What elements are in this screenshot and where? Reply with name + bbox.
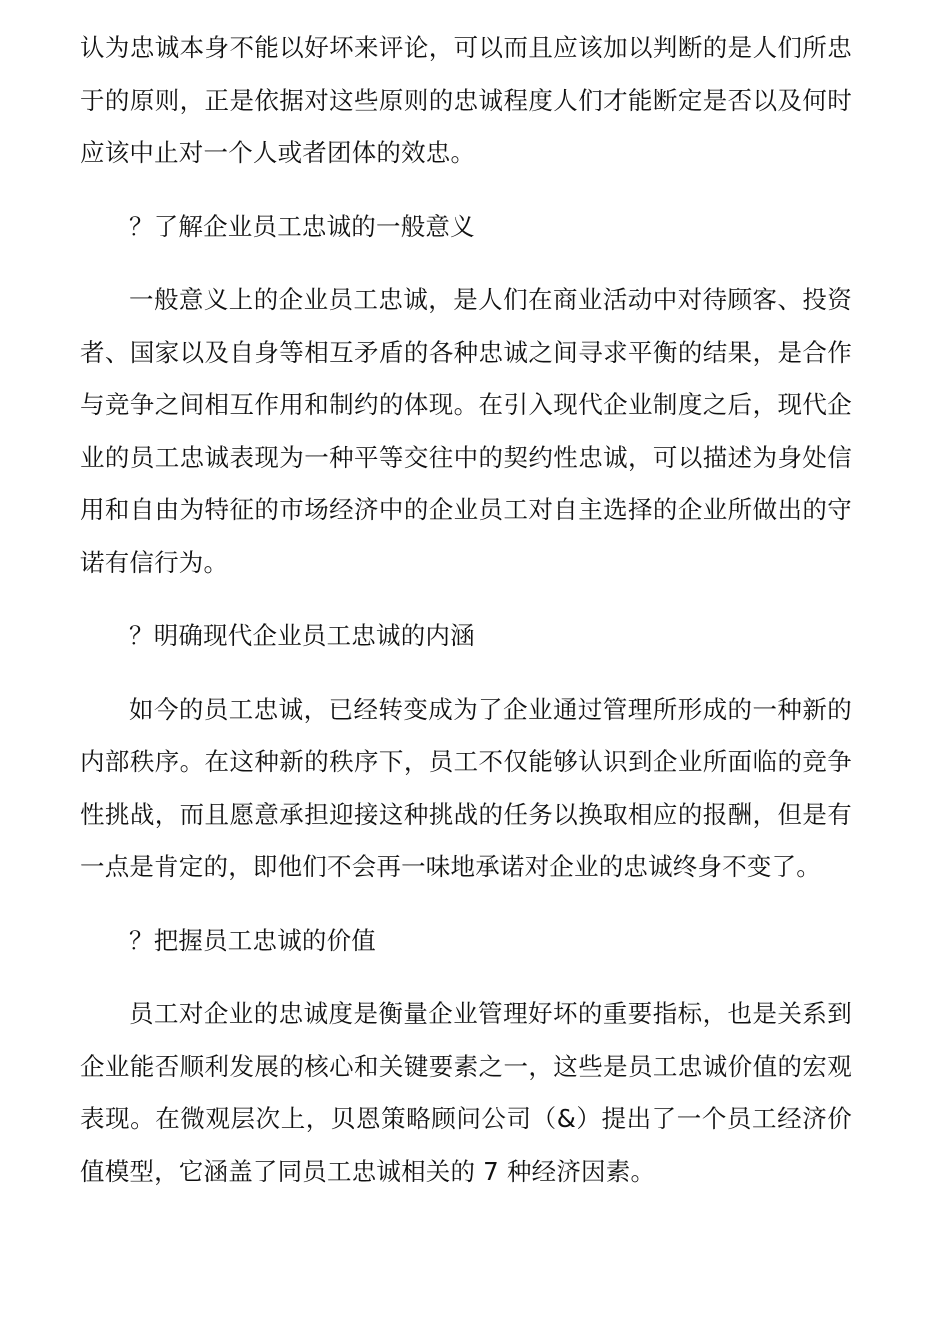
section-heading-modern-connotation: ？明确现代企业员工忠诚的内涵 xyxy=(129,621,475,650)
paragraph-loyalty-value: 员工对企业的忠诚度是衡量企业管理好坏的重要指标，也是关系到企业能否顺利发展的核心和关键要素之一，这些是员工忠诚价值的宏观表现。在微观层次上，贝恩策略顾问公司（&）提出了一个员工经济价值模型，它涵盖了同员工忠诚相关的 7 种经济因素。 xyxy=(80,999,852,1186)
document-page xyxy=(80,22,852,1198)
paragraph-1: 认为忠诚本身不能以好坏来评论，可以而且应该加以判断的是人们所忠于的原则，正是依据对这些原则的忠诚程度人们才能断定是否以及何时应该中止对一个人或者团体的效忠。 xyxy=(80,33,852,167)
paragraph-general-meaning: 一般意义上的企业员工忠诚，是人们在商业活动中对待顾客、投资者、国家以及自身等相互矛盾的各种忠诚之间寻求平衡的结果，是合作与竞争之间相互作用和制约的体现。在引入现代企业制度之后，现代企业的员工忠诚表现为一种平等交往中的契约性忠诚，可以描述为身处信用和自由为特征的市场经济中的企业员工对自主选择的企业所做出的守诺有信行为。 xyxy=(80,285,852,577)
section-heading-general-meaning: ？了解企业员工忠诚的一般意义 xyxy=(129,211,475,241)
section-heading-loyalty-value: ？把握员工忠诚的价值 xyxy=(129,925,376,955)
paragraph-modern-connotation: 如今的员工忠诚，已经转变成为了企业通过管理所形成的一种新的内部秩序。在这种新的秩序下，员工不仅能够认识到企业所面临的竞争性挑战，而且愿意承担迎接这种挑战的任务以换取相应的报酬，但是有一点是肯定的，即他们不会再一味地承诺对企业的忠诚终身不变了。 xyxy=(80,694,852,881)
